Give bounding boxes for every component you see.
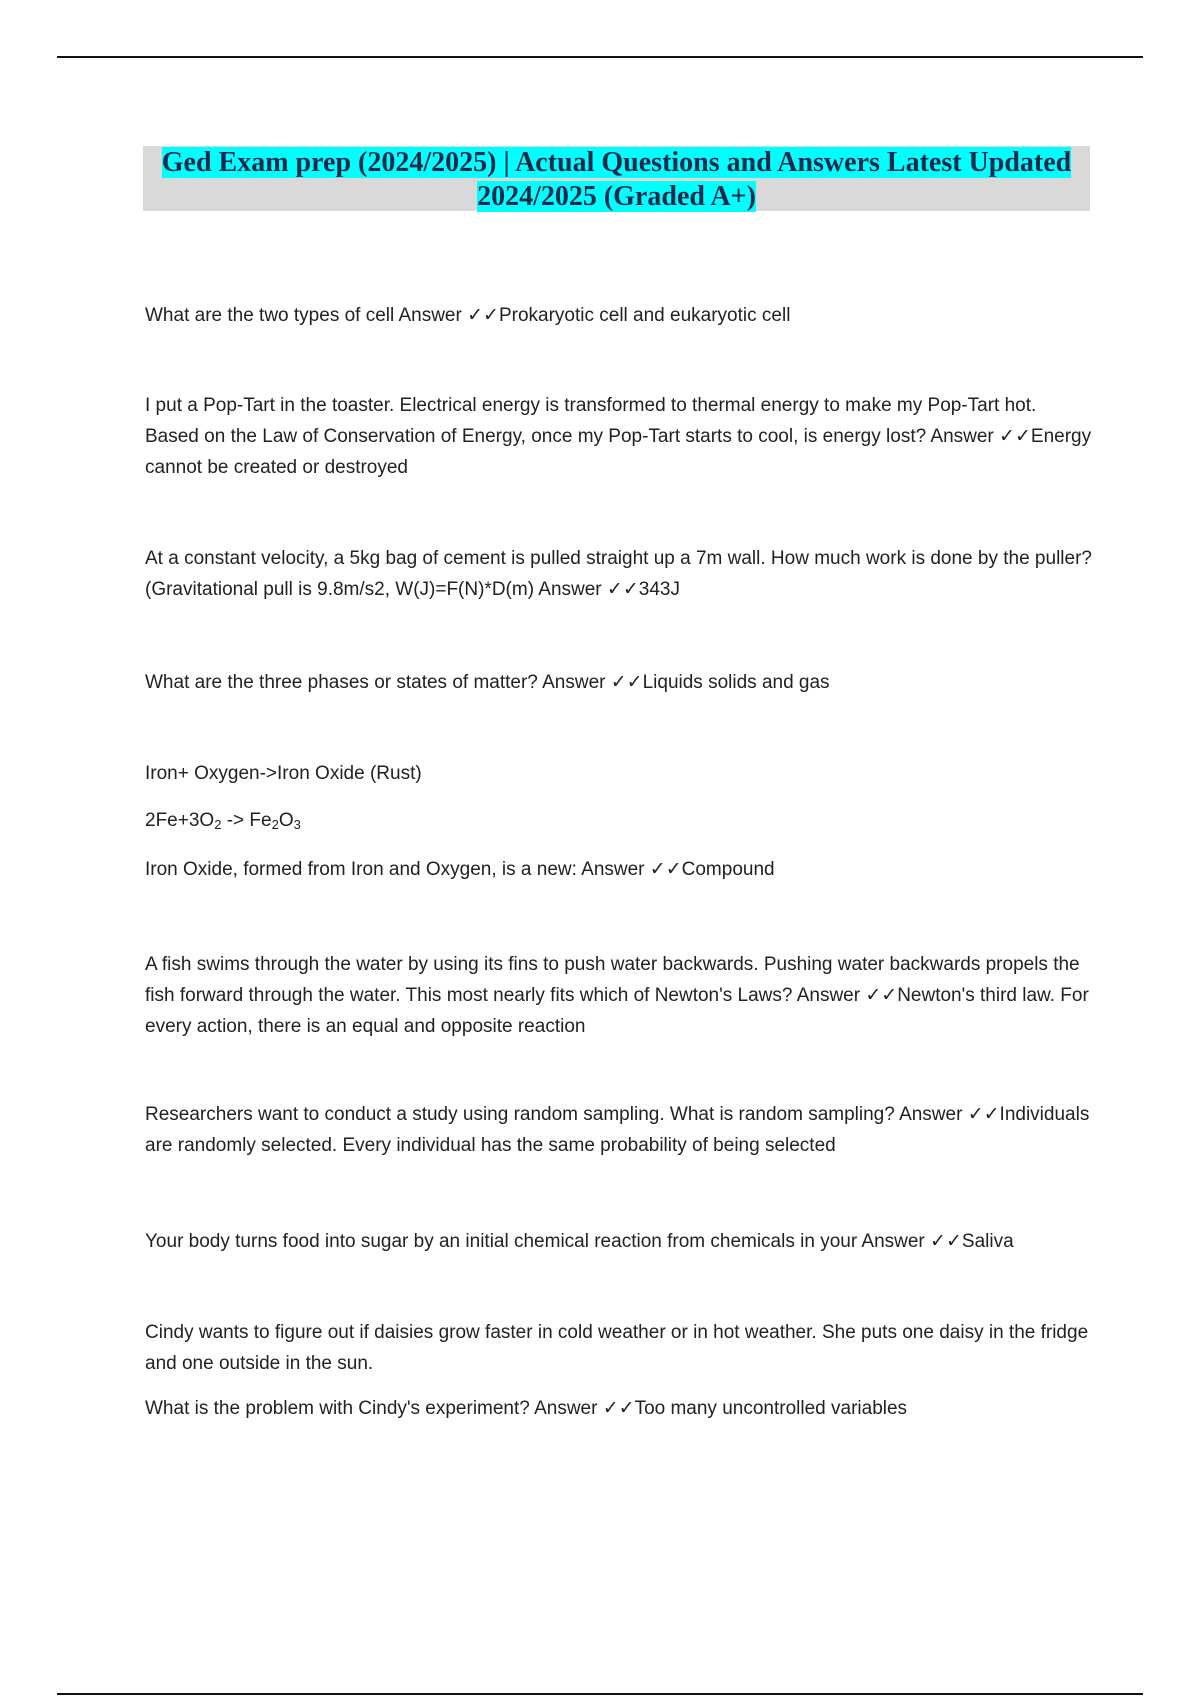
answer-marker: Answer ✓✓ (581, 859, 682, 880)
qa-item-5 (145, 854, 775, 885)
answer-marker: Answer ✓✓ (930, 426, 1031, 447)
question-text: What is the problem with Cindy's experiment? (145, 1398, 530, 1419)
answer-marker: Answer ✓✓ (398, 305, 499, 326)
question-text: Your body turns food into sugar by an initial chemical reaction from chemicals in your (145, 1231, 858, 1252)
question-text: A fish swims through the water by using its fins to push water backwards. Pushing water backwards propels the fish forward through the water. This most nearly fits which of Newton's Laws? (145, 954, 1080, 1006)
qa-item-2 (145, 390, 1095, 483)
qa-item-3 (145, 543, 1095, 605)
answer-marker: Answer ✓✓ (534, 1398, 635, 1419)
answer-text: Too many uncontrolled variables (634, 1398, 908, 1419)
question-text: Iron Oxide, formed from Iron and Oxygen, is a new: (145, 859, 577, 880)
answer-marker: Answer ✓✓ (899, 1104, 1000, 1125)
answer-text: Newton's third law. For every action, there is an equal and opposite reaction (145, 985, 1089, 1037)
question-text: What are the two types of cell (145, 305, 395, 326)
answer-marker: Answer ✓✓ (542, 672, 643, 693)
answer-marker: Answer ✓✓ (538, 579, 639, 600)
answer-text: 343J (638, 579, 680, 600)
qa-item-1 (145, 300, 790, 331)
answer-text: Prokaryotic cell and eukaryotic cell (498, 305, 791, 326)
qa-item-9 (145, 1393, 907, 1424)
top-rule (57, 56, 1143, 58)
qa-item-4 (145, 667, 830, 698)
answer-text: Saliva (961, 1231, 1014, 1252)
title-line-1: Ged Exam prep (2024/2025) | Actual Questions and Answers Latest Updated (161, 147, 1072, 178)
document-title (143, 146, 1090, 211)
qa-item-9-scenario: Cindy wants to figure out if daisies grow faster in cold weather or in hot weather. She puts one daisy in the fridge and one outside in the sun. (145, 1322, 1089, 1374)
answer-marker: Answer ✓✓ (796, 985, 898, 1006)
bottom-rule (57, 1693, 1143, 1695)
answer-text: Liquids solids and gas (642, 672, 830, 693)
answer-text: Individuals are randomly selected. Every individual has the same probability of being selected (145, 1104, 1090, 1156)
question-text: What are the three phases or states of matter? (145, 672, 538, 693)
qa-item-8 (145, 1226, 1014, 1257)
qa-item-7 (145, 1099, 1095, 1161)
question-text: At a constant velocity, a 5kg bag of cement is pulled straight up a 7m wall. How much work is done by the puller? (Gravitational pull is 9.8m/s2, W(J)=F(N)*D(m) (145, 548, 1092, 600)
qa-item-5-reaction-words: Iron+ Oxygen->Iron Oxide (Rust) (145, 763, 422, 784)
question-text: I put a Pop-Tart in the toaster. Electrical energy is transformed to thermal energy to make my Pop-Tart hot. Based on the Law of Conservation of Energy, once my Pop-Tart starts to cool, is energy lost? (145, 395, 1037, 447)
answer-text: Compound (681, 859, 775, 880)
question-text: Researchers want to conduct a study using random sampling. What is random sampling? (145, 1104, 895, 1125)
answer-marker: Answer ✓✓ (861, 1231, 962, 1252)
qa-item-6 (145, 949, 1095, 1042)
answer-text: Energy cannot be created or destroyed (145, 426, 1092, 478)
title-line-2: 2024/2025 (Graded A+) (477, 181, 756, 212)
qa-item-5-equation: $2Fe+3O_2 -> Fe_2O_3$ (145, 810, 301, 832)
